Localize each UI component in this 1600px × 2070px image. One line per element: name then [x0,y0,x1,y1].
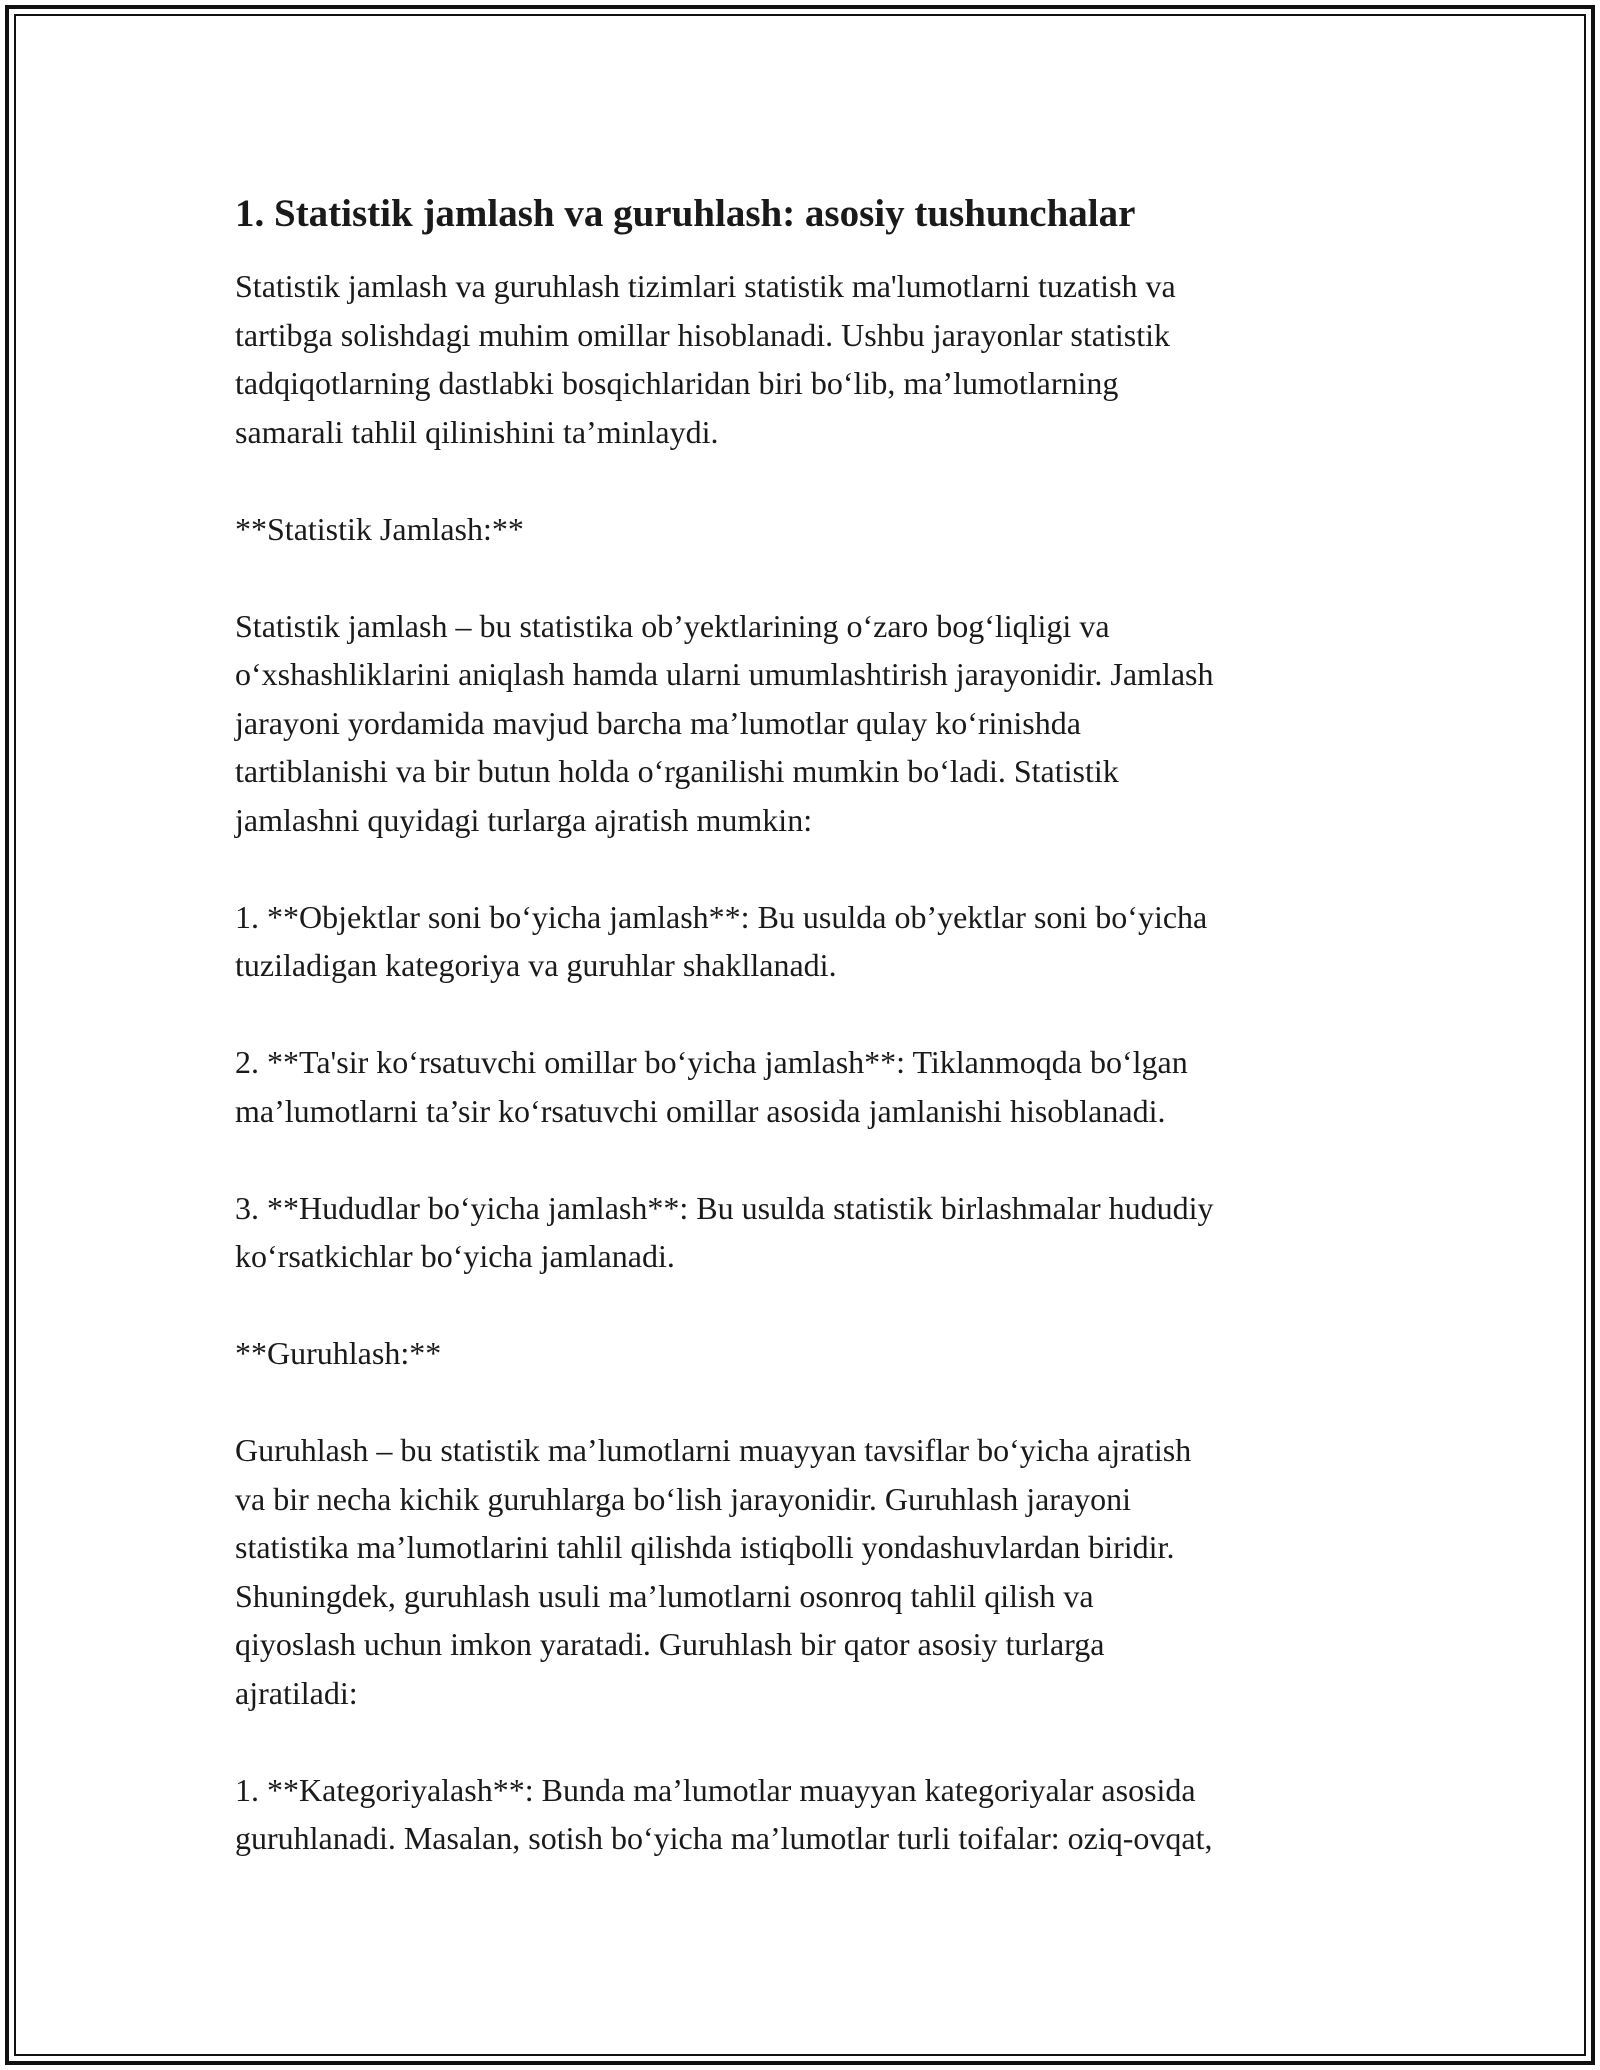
list-item-tasir-omillar: 2. **Ta'sir ko‘rsatuvchi omillar bo‘yicha jamlash**: Tiklanmoqda bo‘lgan ma’lumotlarni ta’sir ko‘rsatuvchi omillar asosida jamlanishi hisoblanadi. [235,1044,1188,1129]
list-item-hududlar: 3. **Hududlar bo‘yicha jamlash**: Bu usulda statistik birlashmalar hududiy ko‘rsatkichlar bo‘yicha jamlanadi. [235,1189,1214,1274]
section-heading: 1. Statistik jamlash va guruhlash: asosiy tushunchalar [235,192,1136,235]
guruhlash-definition-paragraph: Guruhlash – bu statistik ma’lumotlarni muayyan tavsiflar bo‘yicha ajratish va bir necha kichik guruhlarga bo‘lish jarayonidir. Guruhlash jarayoni statistika ma’lumotlarini tahlil qilishda istiqbolli yondashuvlardan biridir. Shuningdek, guruhlash usuli ma’lumotlarni osonroq tahlil qilish va qiyoslash uchun imkon yaratadi. Guruhlash bir qator asosiy turlarga ajratiladi: [235,1432,1192,1711]
subheading-guruhlash: **Guruhlash:** [235,1335,442,1371]
jamlash-definition-paragraph: Statistik jamlash – bu statistika ob’yektlarining o‘zaro bog‘liqligi va o‘xshashliklarini aniqlash hamda ularni umumlashtirish jarayonidir. Jamlash jarayoni yordamida mavjud barcha ma’lumotlar qulay ko‘rinishda tartiblanishi va bir butun holda o‘rganilishi mumkin bo‘ladi. Statistik jamlashni quyidagi turlarga ajratish mumkin: [235,607,1214,838]
list-item-objektlar: 1. **Objektlar soni bo‘yicha jamlash**: Bu usulda ob’yektlar soni bo‘yicha tuziladigan kategoriya va guruhlar shakllanadi. [235,898,1208,983]
document-body [235,188,1375,1863]
subheading-statistik-jamlash: **Statistik Jamlash:** [235,510,524,547]
intro-paragraph: Statistik jamlash va guruhlash tizimlari statistik ma'lumotlarni tuzatish va tartibga solishdagi muhim omillar hisoblanadi. Ushbu jarayonlar statistik tadqiqotlarning dastlabki bosqichlaridan biri bo‘lib, ma’lumotlarning samarali tahlil qilinishini ta’minlaydi. [235,268,1176,450]
list-item-kategoriyalash: 1. **Kategoriyalash**: Bunda ma’lumotlar muayyan kategoriyalar asosida guruhlanadi. Masalan, sotish bo‘yicha ma’lumotlar turli toifalar: oziq-ovqat, [235,1771,1213,1856]
